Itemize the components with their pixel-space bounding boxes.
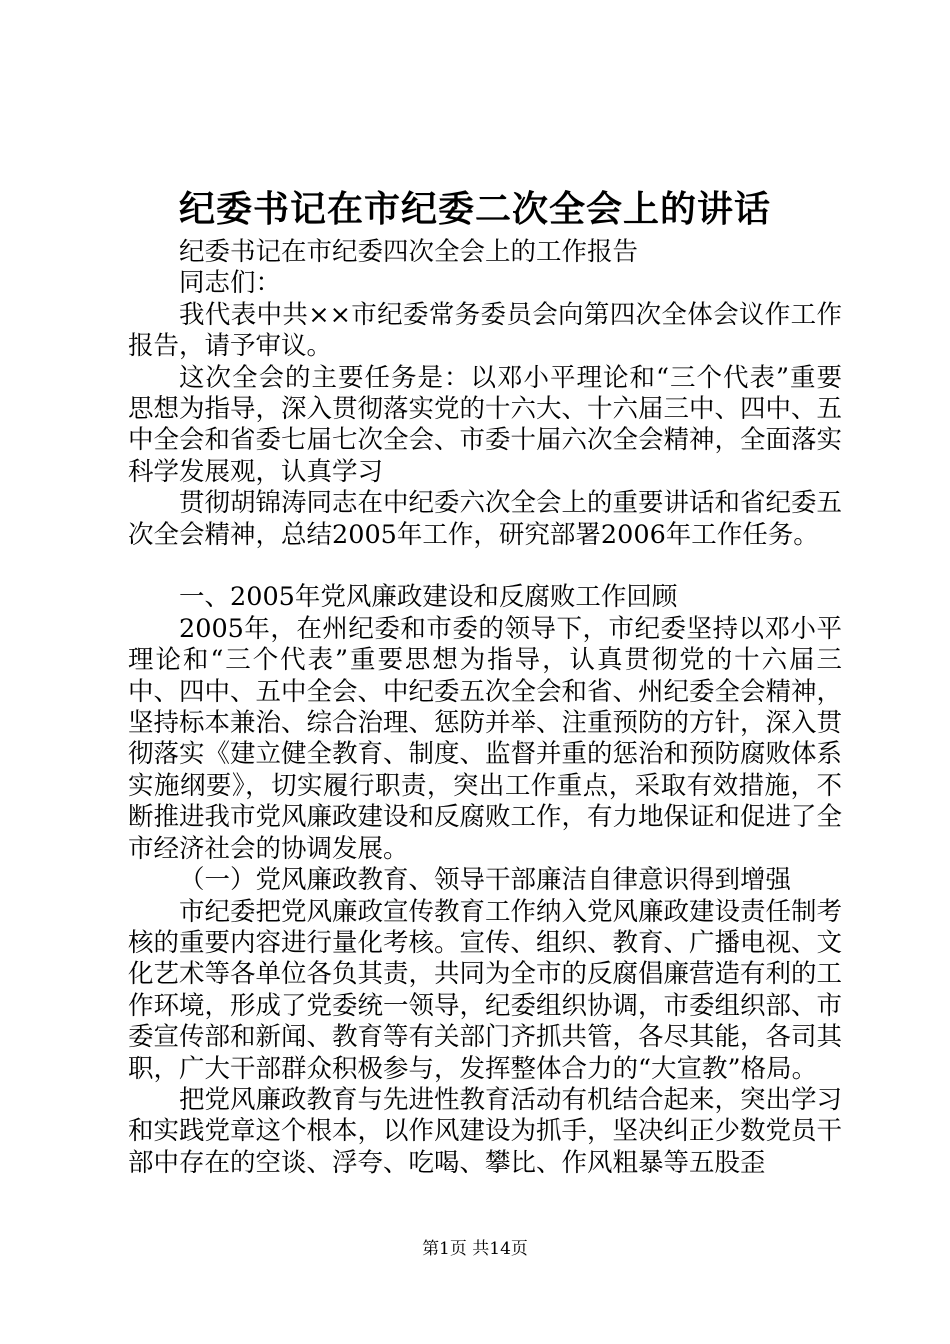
- paragraph-salutation: 同志们：: [179, 268, 282, 299]
- paragraph: 贯彻胡锦涛同志在中纪委六次全会上的重要讲话和省纪委五次全会精神，总结2005年工作，研究部署2006年工作任务。: [128, 488, 843, 550]
- paragraph-subtitle: 纪委书记在市纪委四次全会上的工作报告: [179, 237, 639, 267]
- paragraph: 2005年，在州纪委和市委的领导下，市纪委坚持以邓小平理论和“三个代表”重要思想为指导，认真贯彻党的十六届三中、四中、五中全会、中纪委五次全会和省、州纪委全会精神，坚持标本兼治、综合治理、惩防并举、注重预防的方针，深入贯彻落实《建立健全教育、制度、监督并重的惩治和预防腐败体系实施纲要》，切实履行职责，突出工作重点，采取有效措施，不断推进我市党风廉政建设和反腐败工作，有力地保证和促进了全市经济社会的协调发展。: [128, 613, 843, 864]
- document-title: 纪委书记在市纪委二次全会上的讲话: [178, 188, 771, 230]
- subsection-heading: （一）党风廉政教育、领导干部廉洁自律意识得到增强: [179, 865, 792, 896]
- paragraph: 市纪委把党风廉政宣传教育工作纳入党风廉政建设责任制考核的重要内容进行量化考核。宣传、组织、教育、广播电视、文化艺术等各单位各负其责，共同为全市的反腐倡廉营造有利的工作环境，形成了党委统一领导，纪委组织协调，市委组织部、市委宣传部和新闻、教育等有关部门齐抓共管，各尽其能，各司其职，广大干部群众积极参与，发挥整体合力的“大宣教”格局。: [128, 896, 843, 1084]
- document-body: [128, 237, 842, 1179]
- paragraph: 把党风廉政教育与先进性教育活动有机结合起来，突出学习和实践党章这个根本，以作风建设为抓手，坚决纠正少数党员干部中存在的空谈、浮夸、吃喝、攀比、作风粗暴等五股歪: [128, 1084, 843, 1178]
- page-footer: 第1页 共14页: [422, 1239, 528, 1259]
- paragraph: 这次全会的主要任务是：以邓小平理论和“三个代表”重要思想为指导，深入贯彻落实党的十六大、十六届三中、四中、五中全会和省委七届七次全会、市委十届六次全会精神，全面落实科学发展观，认真学习: [128, 362, 843, 487]
- section-heading: 一、2005年党风廉政建设和反腐败工作回顾: [179, 582, 678, 613]
- paragraph: 我代表中共××市纪委常务委员会向第四次全体会议作工作报告，请予审议。: [128, 299, 842, 362]
